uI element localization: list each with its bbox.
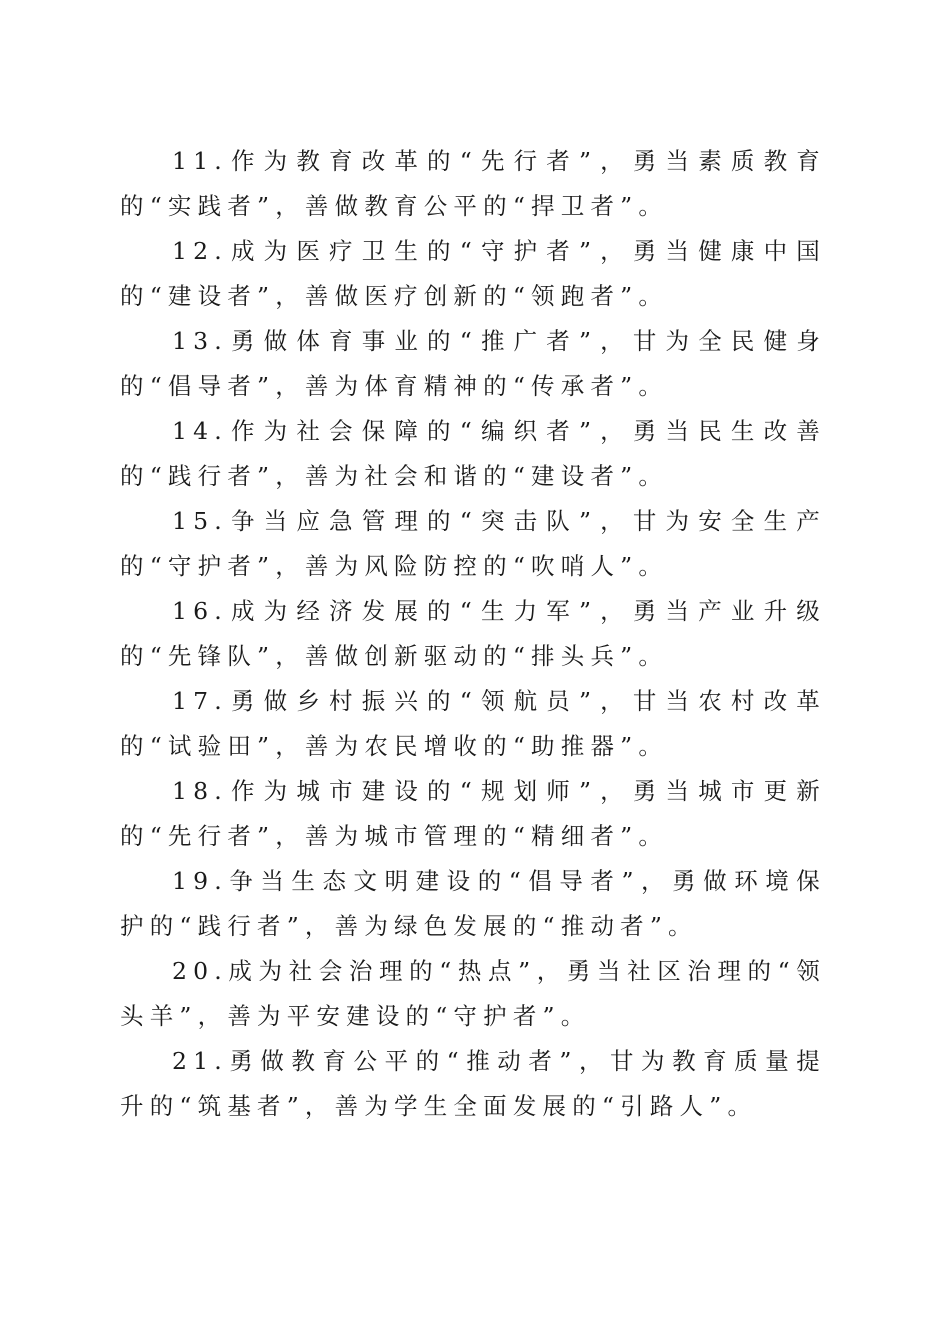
paragraph-19: 19.争当生态文明建设的“倡导者”，勇做环境保护的“践行者”，善为绿色发展的“推动者”。 (120, 867, 827, 940)
paragraph-18: 18.作为城市建设的“规划师”，勇当城市更新的“先行者”，善为城市管理的“精细者”。 (120, 777, 826, 850)
paragraph-15: 15.争当应急管理的“突击队”，甘为安全生产的“守护者”，善为风险防控的“吹哨人”。 (120, 507, 826, 580)
paragraph-17: 17.勇做乡村振兴的“领航员”，甘当农村改革的“试验田”，善为农民增收的“助推器”。 (120, 687, 826, 760)
paragraph-16: 16.成为经济发展的“生力军”，勇当产业升级的“先锋队”，善做创新驱动的“排头兵”。 (120, 597, 826, 670)
paragraph-20: 20.成为社会治理的“热点”，勇当社区治理的“领头羊”，善为平安建设的“守护者”。 (120, 957, 826, 1030)
paragraph-14: 14.作为社会保障的“编织者”，勇当民生改善的“践行者”，善为社会和谐的“建设者”。 (120, 417, 826, 490)
paragraph-12: 12.成为医疗卫生的“守护者”，勇当健康中国的“建设者”，善做医疗创新的“领跑者”。 (120, 237, 826, 310)
paragraph-11: 11.作为教育改革的“先行者”，勇当素质教育的“实践者”，善做教育公平的“捍卫者”。 (120, 147, 826, 220)
paragraph-13: 13.勇做体育事业的“推广者”，甘为全民健身的“倡导者”，善为体育精神的“传承者”。 (120, 327, 826, 400)
document-body (120, 139, 826, 1129)
paragraph-21: 21.勇做教育公平的“推动者”，甘为教育质量提升的“筑基者”，善为学生全面发展的“引路人”。 (120, 1047, 826, 1120)
